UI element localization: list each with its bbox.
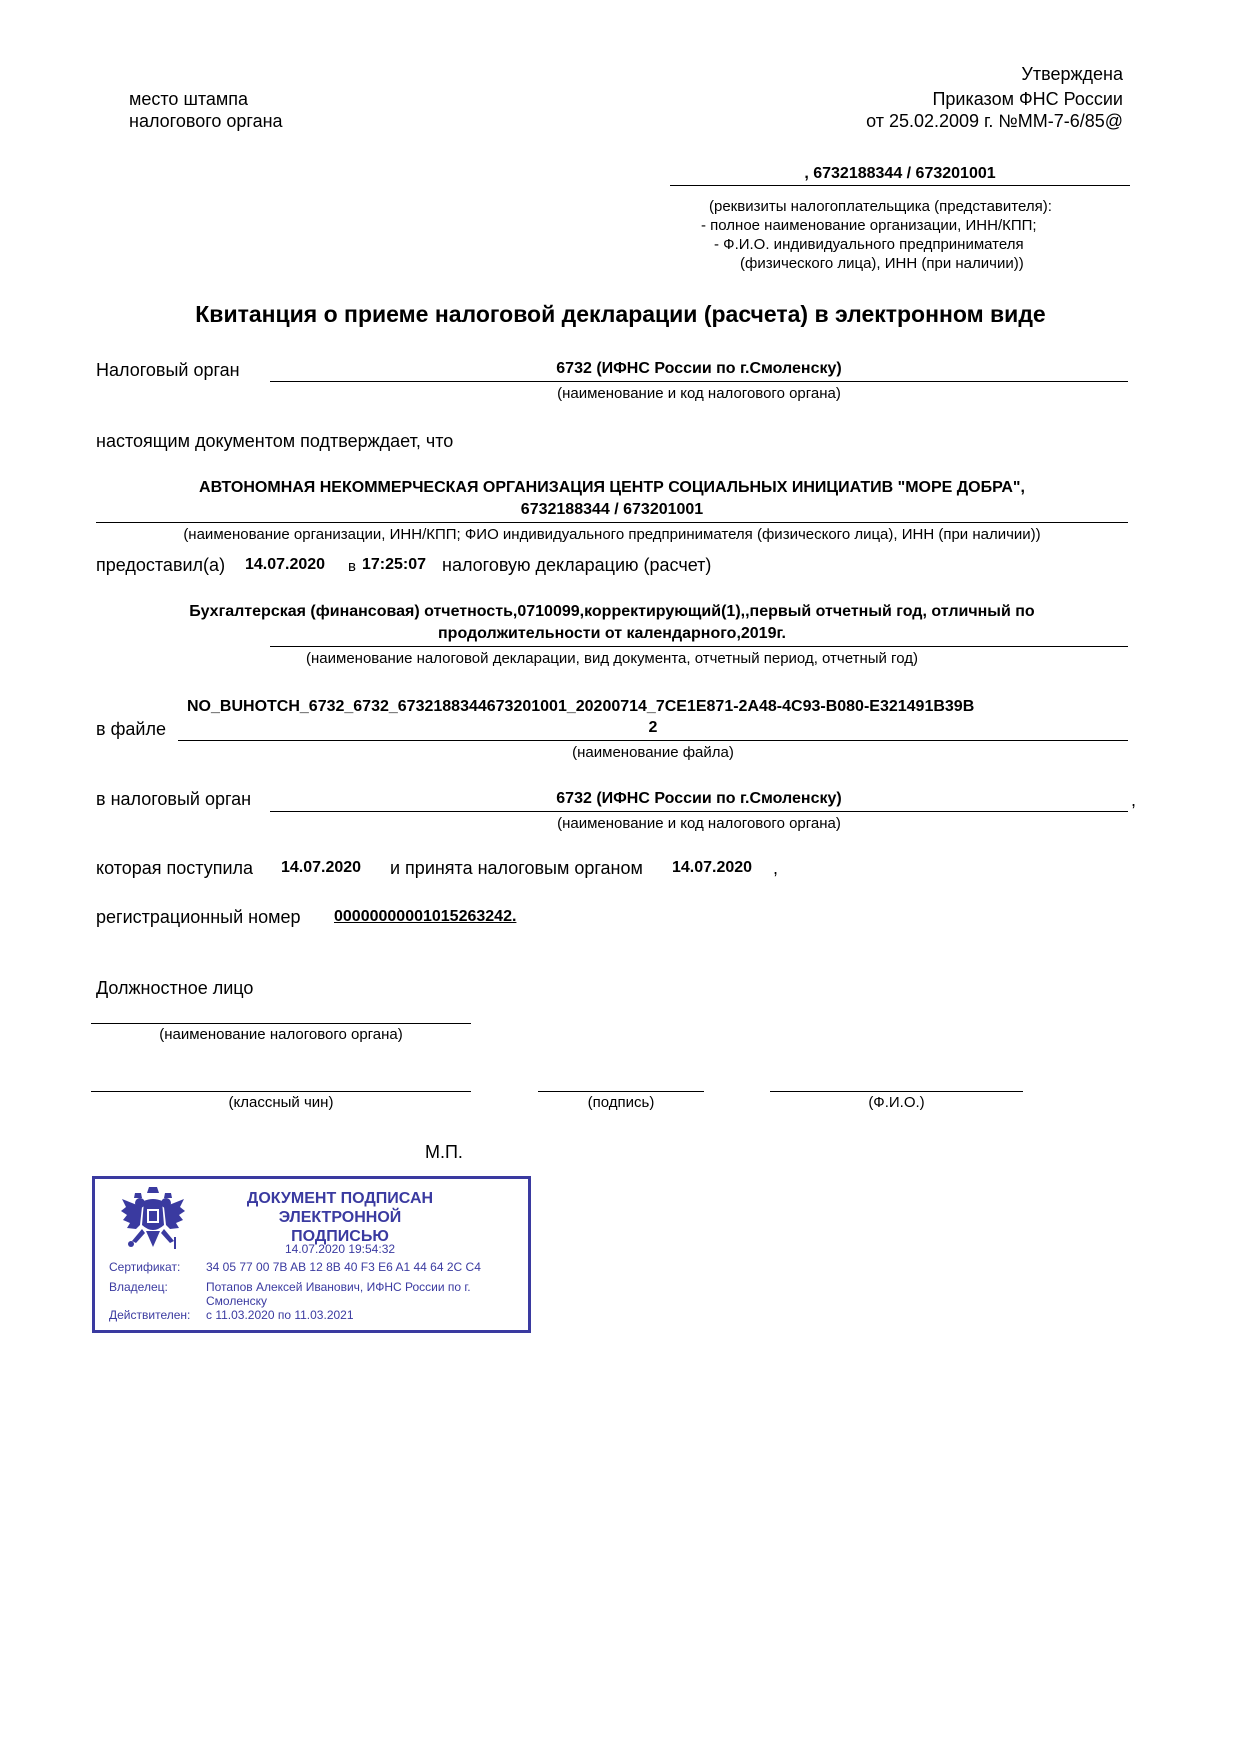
submission-in: в bbox=[348, 558, 356, 575]
coat-of-arms-icon bbox=[120, 1185, 186, 1261]
certificate-value: 34 05 77 00 7B AB 12 8B 40 F3 E6 A1 44 64 2C C4 bbox=[206, 1260, 481, 1274]
target-authority-value: 6732 (ИФНС России по г.Смоленску) bbox=[556, 790, 842, 807]
taxpayer-hint-line4: (физического лица), ИНН (при наличии)) bbox=[740, 255, 1024, 272]
confirms-text: настоящим документом подтверждает, что bbox=[96, 431, 454, 451]
organization-hint: (наименование организации, ИНН/КПП; ФИО индивидуального предпринимателя (физического лица), ИНН (при наличии)) bbox=[183, 526, 1041, 543]
file-name-line2: 2 bbox=[648, 719, 658, 736]
accepted-date: 14.07.2020 bbox=[672, 859, 753, 876]
organization-name-line1: АВТОНОМНАЯ НЕКОММЕРЧЕСКАЯ ОРГАНИЗАЦИЯ ЦЕНТР СОЦИАЛЬНЫХ ИНИЦИАТИВ "МОРЕ ДОБРА", bbox=[199, 479, 1025, 496]
target-authority-underline bbox=[270, 811, 1128, 812]
declaration-hint: (наименование налоговой декларации, вид документа, отчетный период, отчетный год) bbox=[306, 650, 918, 667]
stamp-place-line1: место штампа bbox=[129, 89, 249, 109]
received-label: которая поступила bbox=[96, 858, 254, 878]
organization-name-line2: 6732188344 / 673201001 bbox=[520, 501, 704, 518]
file-name-line1: NO_BUHOTCH_6732_6732_6732188344673201001_20200714_7CE1E871-2A48-4C93-B080-E321491B39B bbox=[187, 698, 975, 715]
received-date: 14.07.2020 bbox=[281, 859, 362, 876]
target-authority-label: в налоговый орган bbox=[96, 789, 252, 809]
target-authority-comma: , bbox=[1131, 790, 1137, 810]
owner-label: Владелец: bbox=[109, 1280, 168, 1294]
approved-line1: Утверждена bbox=[1021, 64, 1123, 84]
certificate-label: Сертификат: bbox=[109, 1260, 181, 1274]
registration-number: 00000000001015263242. bbox=[334, 908, 517, 925]
taxpayer-hint-line2: - полное наименование организации, ИНН/КПП; bbox=[701, 217, 1037, 234]
submission-time: 17:25:07 bbox=[362, 556, 427, 573]
taxpayer-requisites: , 6732188344 / 673201001 bbox=[804, 165, 996, 182]
signature-hint: (подпись) bbox=[587, 1094, 655, 1111]
rank-line bbox=[91, 1091, 471, 1092]
e-signature-title-line2: ЭЛЕКТРОННОЙ ПОДПИСЬЮ bbox=[278, 1209, 402, 1245]
authority-hint: (наименование и код налогового органа) bbox=[557, 385, 841, 402]
submission-date: 14.07.2020 bbox=[245, 556, 326, 573]
seal-place: М.П. bbox=[425, 1142, 463, 1162]
valid-value: с 11.03.2020 по 11.03.2021 bbox=[206, 1308, 354, 1322]
e-signature-datetime: 14.07.2020 19:54:32 bbox=[284, 1242, 396, 1256]
valid-label: Действителен: bbox=[109, 1308, 191, 1322]
official-authority-line bbox=[91, 1023, 471, 1024]
submission-tail: налоговую декларацию (расчет) bbox=[442, 555, 712, 575]
receipt-comma: , bbox=[773, 858, 779, 878]
taxpayer-hint-line3: - Ф.И.О. индивидуального предпринимателя bbox=[714, 236, 1024, 253]
organization-underline bbox=[96, 522, 1128, 523]
declaration-name-line1: Бухгалтерская (финансовая) отчетность,0710099,корректирующий(1),,первый отчетный год, отличный по bbox=[189, 603, 1035, 620]
stamp-place-line2: налогового органа bbox=[129, 111, 283, 131]
authority-value: 6732 (ИФНС России по г.Смоленску) bbox=[556, 360, 842, 377]
file-label: в файле bbox=[96, 719, 166, 739]
declaration-underline bbox=[270, 646, 1128, 647]
accepted-label: и принята налоговым органом bbox=[390, 858, 643, 878]
taxpayer-hint-line1: (реквизиты налогоплательщика (представителя): bbox=[709, 198, 1052, 215]
official-authority-hint: (наименование налогового органа) bbox=[159, 1026, 403, 1043]
file-hint: (наименование файла) bbox=[572, 744, 734, 761]
signature-line bbox=[538, 1091, 704, 1092]
authority-label: Налоговый орган bbox=[96, 360, 240, 380]
page-title: Квитанция о приеме налоговой декларации (расчета) в электронном виде bbox=[195, 301, 1046, 327]
owner-value-line1: Потапов Алексей Иванович, ИФНС России по г. bbox=[206, 1280, 471, 1294]
e-signature-stamp bbox=[92, 1176, 531, 1333]
approved-line2: Приказом ФНС России bbox=[932, 89, 1123, 109]
approved-line3: от 25.02.2009 г. №ММ-7-6/85@ bbox=[866, 111, 1123, 131]
e-signature-title-line1: ДОКУМЕНТ ПОДПИСАН bbox=[246, 1190, 434, 1207]
taxpayer-requisites-underline bbox=[670, 185, 1130, 186]
fio-line bbox=[770, 1091, 1023, 1092]
rank-hint: (классный чин) bbox=[228, 1094, 334, 1111]
target-authority-hint: (наименование и код налогового органа) bbox=[557, 815, 841, 832]
file-underline bbox=[178, 740, 1128, 741]
provided-label: предоставил(а) bbox=[96, 555, 226, 575]
declaration-name-line2: продолжительности от календарного,2019г. bbox=[438, 625, 786, 642]
fio-hint: (Ф.И.О.) bbox=[868, 1094, 925, 1111]
registration-label: регистрационный номер bbox=[96, 907, 301, 927]
authority-underline bbox=[270, 381, 1128, 382]
owner-value-line2: Смоленску bbox=[206, 1294, 268, 1308]
official-label: Должностное лицо bbox=[96, 978, 254, 998]
